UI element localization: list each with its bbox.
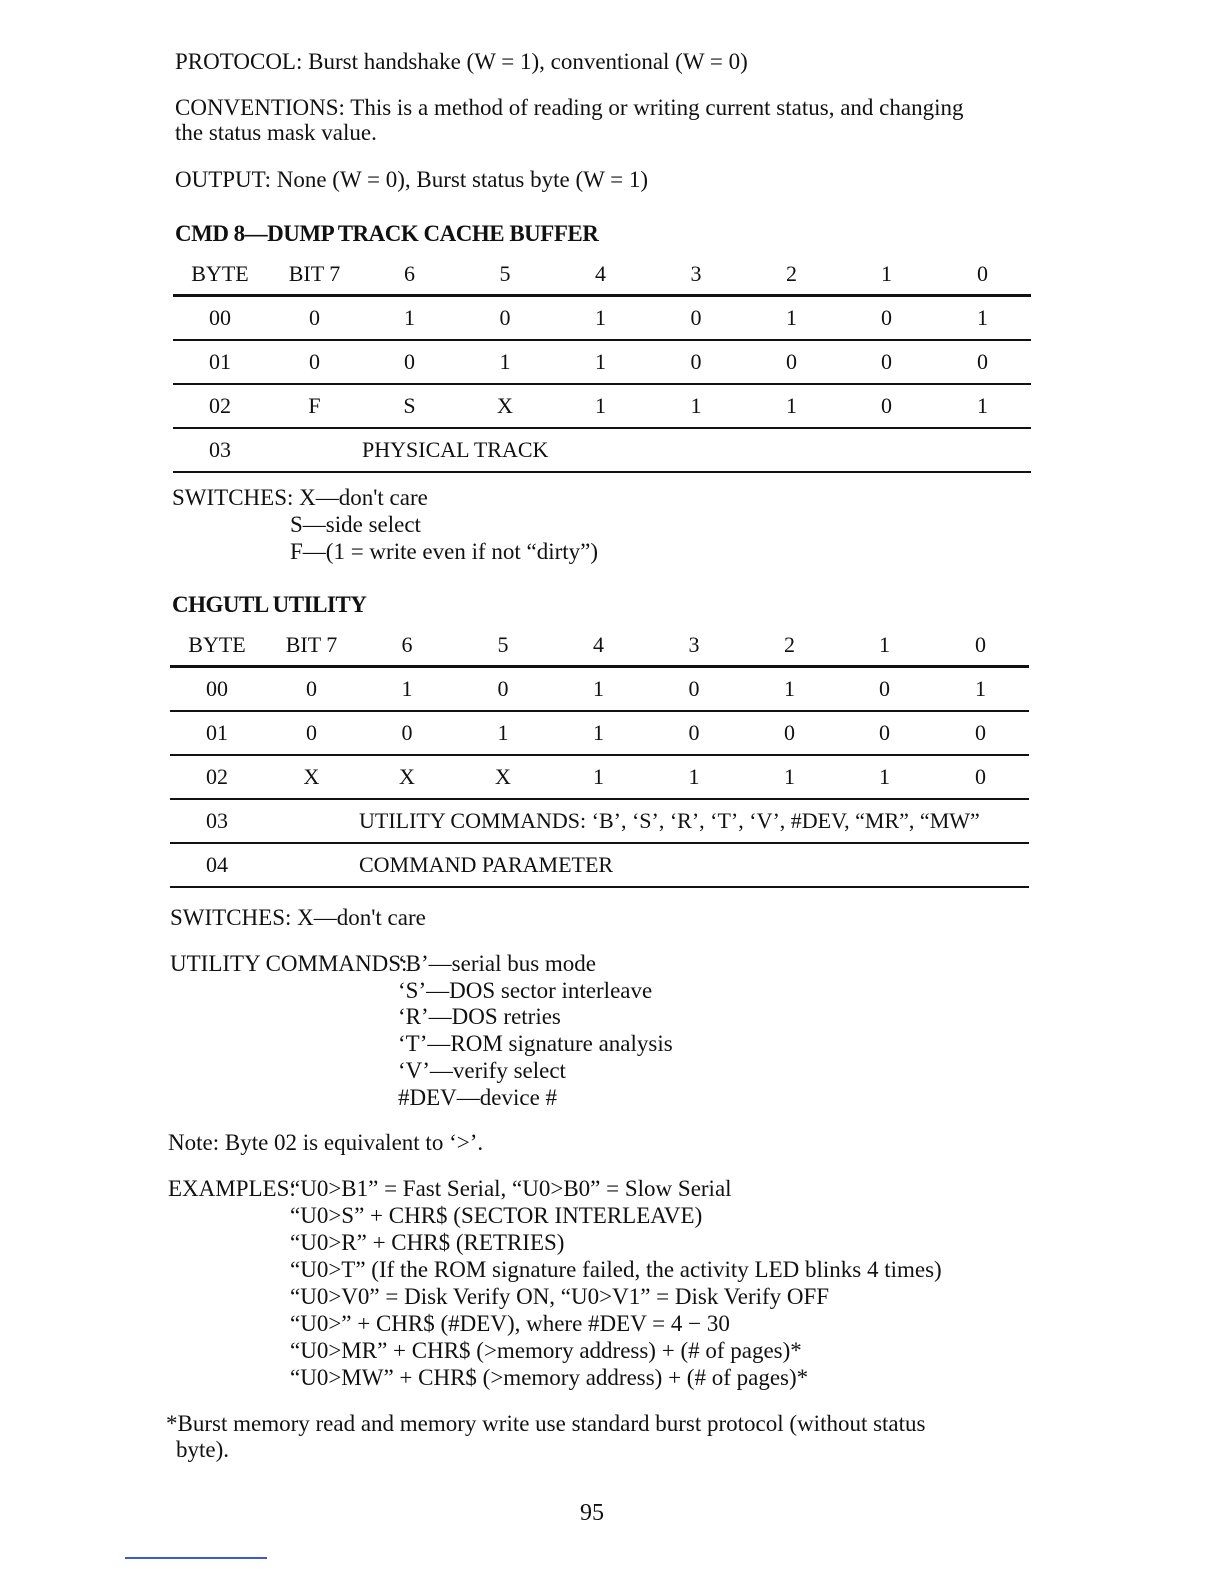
table-cell: 04	[170, 843, 264, 887]
header-cell: 2	[744, 254, 839, 296]
header-cell: 3	[648, 254, 744, 296]
table-cell: 1	[744, 296, 839, 341]
header-cell: 1	[839, 254, 934, 296]
table-cell: 0	[837, 667, 932, 712]
table-cell: 0	[457, 296, 553, 341]
example-item: “U0>T” (If the ROM signature failed, the activity LED blinks 4 times)	[290, 1257, 942, 1282]
example-item: “U0>V0” = Disk Verify ON, “U0>V1” = Disk Verify OFF	[290, 1284, 830, 1309]
table-cell: 02	[170, 755, 264, 799]
table-cell: 03	[170, 799, 264, 843]
table-cell: 1	[837, 755, 932, 799]
example-item: “U0>B1” = Fast Serial, “U0>B0” = Slow Serial	[290, 1176, 732, 1201]
table-cell: 0	[932, 755, 1029, 799]
table-cell: 0	[455, 667, 551, 712]
example-item: “U0>S” + CHR$ (SECTOR INTERLEAVE)	[290, 1203, 703, 1228]
chgutl-heading: CHGUTL UTILITY	[172, 592, 367, 617]
table-cell: 0	[744, 340, 839, 384]
table-cell: 1	[457, 340, 553, 384]
table-cell: 0	[839, 296, 934, 341]
chgutl-switches-x: SWITCHES: X—don't care	[170, 905, 426, 930]
table-cell: 02	[173, 384, 267, 428]
table-cell: 0	[362, 340, 457, 384]
table-row	[170, 711, 1029, 755]
table-cell: 0	[264, 667, 359, 712]
table-row	[170, 799, 1029, 843]
table-cell: 1	[932, 667, 1029, 712]
chgutl-header-row	[170, 625, 1029, 667]
table-cell: 0	[932, 711, 1029, 755]
header-cell: 6	[362, 254, 457, 296]
header-cell: BIT 7	[264, 625, 359, 667]
cmd8-table	[173, 254, 1031, 473]
table-cell: 1	[553, 296, 648, 341]
table-cell: 0	[646, 711, 742, 755]
table-row	[173, 340, 1031, 384]
header-cell: 0	[934, 254, 1031, 296]
example-item: “U0>R” + CHR$ (RETRIES)	[290, 1230, 565, 1255]
table-cell: 00	[170, 667, 264, 712]
physical-track-cell: PHYSICAL TRACK	[267, 428, 1031, 472]
table-cell: 1	[551, 667, 646, 712]
table-cell: 1	[359, 667, 455, 712]
utility-commands-cell: UTILITY COMMANDS: ‘B’, ‘S’, ‘R’, ‘T’, ‘V’, #DEV, “MR”, “MW”	[264, 799, 1029, 843]
chgutl-table	[170, 625, 1029, 888]
table-cell: 0	[934, 340, 1031, 384]
table-cell: S	[362, 384, 457, 428]
utility-command-item: ‘R’—DOS retries	[398, 1004, 561, 1029]
table-cell: X	[264, 755, 359, 799]
example-item: “U0>” + CHR$ (#DEV), where #DEV = 4 − 30	[290, 1311, 730, 1336]
table-cell: 1	[744, 384, 839, 428]
table-cell: X	[455, 755, 551, 799]
table-cell: 0	[648, 296, 744, 341]
cmd8-switches-f: F—(1 = write even if not “dirty”)	[290, 539, 599, 564]
table-cell: 0	[646, 667, 742, 712]
cmd8-header-row	[173, 254, 1031, 296]
table-cell: 0	[742, 711, 837, 755]
table-cell: 1	[934, 384, 1031, 428]
page-number: 95	[580, 1500, 604, 1526]
table-cell: X	[359, 755, 455, 799]
table-cell: F	[267, 384, 362, 428]
utility-command-item: ‘S’—DOS sector interleave	[398, 978, 653, 1003]
header-cell: 6	[359, 625, 455, 667]
table-cell: 1	[934, 296, 1031, 341]
header-cell: 4	[553, 254, 648, 296]
table-cell: 1	[553, 384, 648, 428]
table-cell: 01	[170, 711, 264, 755]
table-row	[170, 843, 1029, 887]
conventions-line-2: the status mask value.	[175, 120, 377, 145]
table-cell: 0	[837, 711, 932, 755]
table-cell: 03	[173, 428, 267, 472]
table-cell: 0	[264, 711, 359, 755]
conventions-line-1: CONVENTIONS: This is a method of reading or writing current status, and changing	[175, 95, 964, 120]
table-cell: 1	[362, 296, 457, 341]
header-cell: 5	[457, 254, 553, 296]
table-row	[173, 428, 1031, 472]
header-cell: BIT 7	[267, 254, 362, 296]
header-cell: BYTE	[173, 254, 267, 296]
utility-command-item: #DEV—device #	[398, 1085, 558, 1110]
example-item: “U0>MW” + CHR$ (>memory address) + (# of pages)*	[290, 1365, 809, 1390]
examples-label: EXAMPLES:	[168, 1176, 296, 1201]
table-cell: 1	[553, 340, 648, 384]
table-cell: 0	[267, 340, 362, 384]
table-cell: 00	[173, 296, 267, 341]
cmd8-switches-x: SWITCHES: X—don't care	[172, 485, 428, 510]
header-cell: 0	[932, 625, 1029, 667]
cmd8-heading: CMD 8—DUMP TRACK CACHE BUFFER	[175, 221, 599, 246]
table-cell: 1	[551, 711, 646, 755]
utility-command-item: ‘B’—serial bus mode	[398, 951, 597, 976]
table-cell: 0	[648, 340, 744, 384]
header-cell: 2	[742, 625, 837, 667]
protocol-line: PROTOCOL: Burst handshake (W = 1), conventional (W = 0)	[175, 49, 748, 74]
header-cell: 4	[551, 625, 646, 667]
footnote-line-2: byte).	[176, 1437, 230, 1462]
header-cell: 3	[646, 625, 742, 667]
command-parameter-cell: COMMAND PARAMETER	[264, 843, 1029, 887]
header-cell: 1	[837, 625, 932, 667]
table-cell: 1	[646, 755, 742, 799]
table-cell: 0	[839, 340, 934, 384]
table-cell: 1	[551, 755, 646, 799]
table-row	[170, 755, 1029, 799]
table-row	[173, 296, 1031, 341]
example-item: “U0>MR” + CHR$ (>memory address) + (# of pages)*	[290, 1338, 802, 1363]
table-cell: 0	[359, 711, 455, 755]
footnote-line-1: *Burst memory read and memory write use standard burst protocol (without status	[166, 1411, 926, 1436]
table-cell: 1	[742, 667, 837, 712]
table-cell: 1	[648, 384, 744, 428]
table-row	[170, 667, 1029, 712]
utility-command-item: ‘T’—ROM signature analysis	[398, 1031, 673, 1056]
output-line: OUTPUT: None (W = 0), Burst status byte (W = 1)	[175, 167, 649, 192]
header-cell: 5	[455, 625, 551, 667]
table-cell: 01	[173, 340, 267, 384]
table-cell: 1	[455, 711, 551, 755]
table-cell: X	[457, 384, 553, 428]
table-cell: 1	[742, 755, 837, 799]
header-cell: BYTE	[170, 625, 264, 667]
table-row	[173, 384, 1031, 428]
note-line: Note: Byte 02 is equivalent to ‘>’.	[168, 1130, 484, 1155]
footer-rule	[125, 1557, 267, 1559]
table-cell: 0	[267, 296, 362, 341]
table-cell: 0	[839, 384, 934, 428]
utility-command-item: ‘V’—verify select	[398, 1058, 566, 1083]
utility-commands-label: UTILITY COMMANDS:	[170, 951, 408, 976]
cmd8-switches-s: S—side select	[290, 512, 421, 537]
